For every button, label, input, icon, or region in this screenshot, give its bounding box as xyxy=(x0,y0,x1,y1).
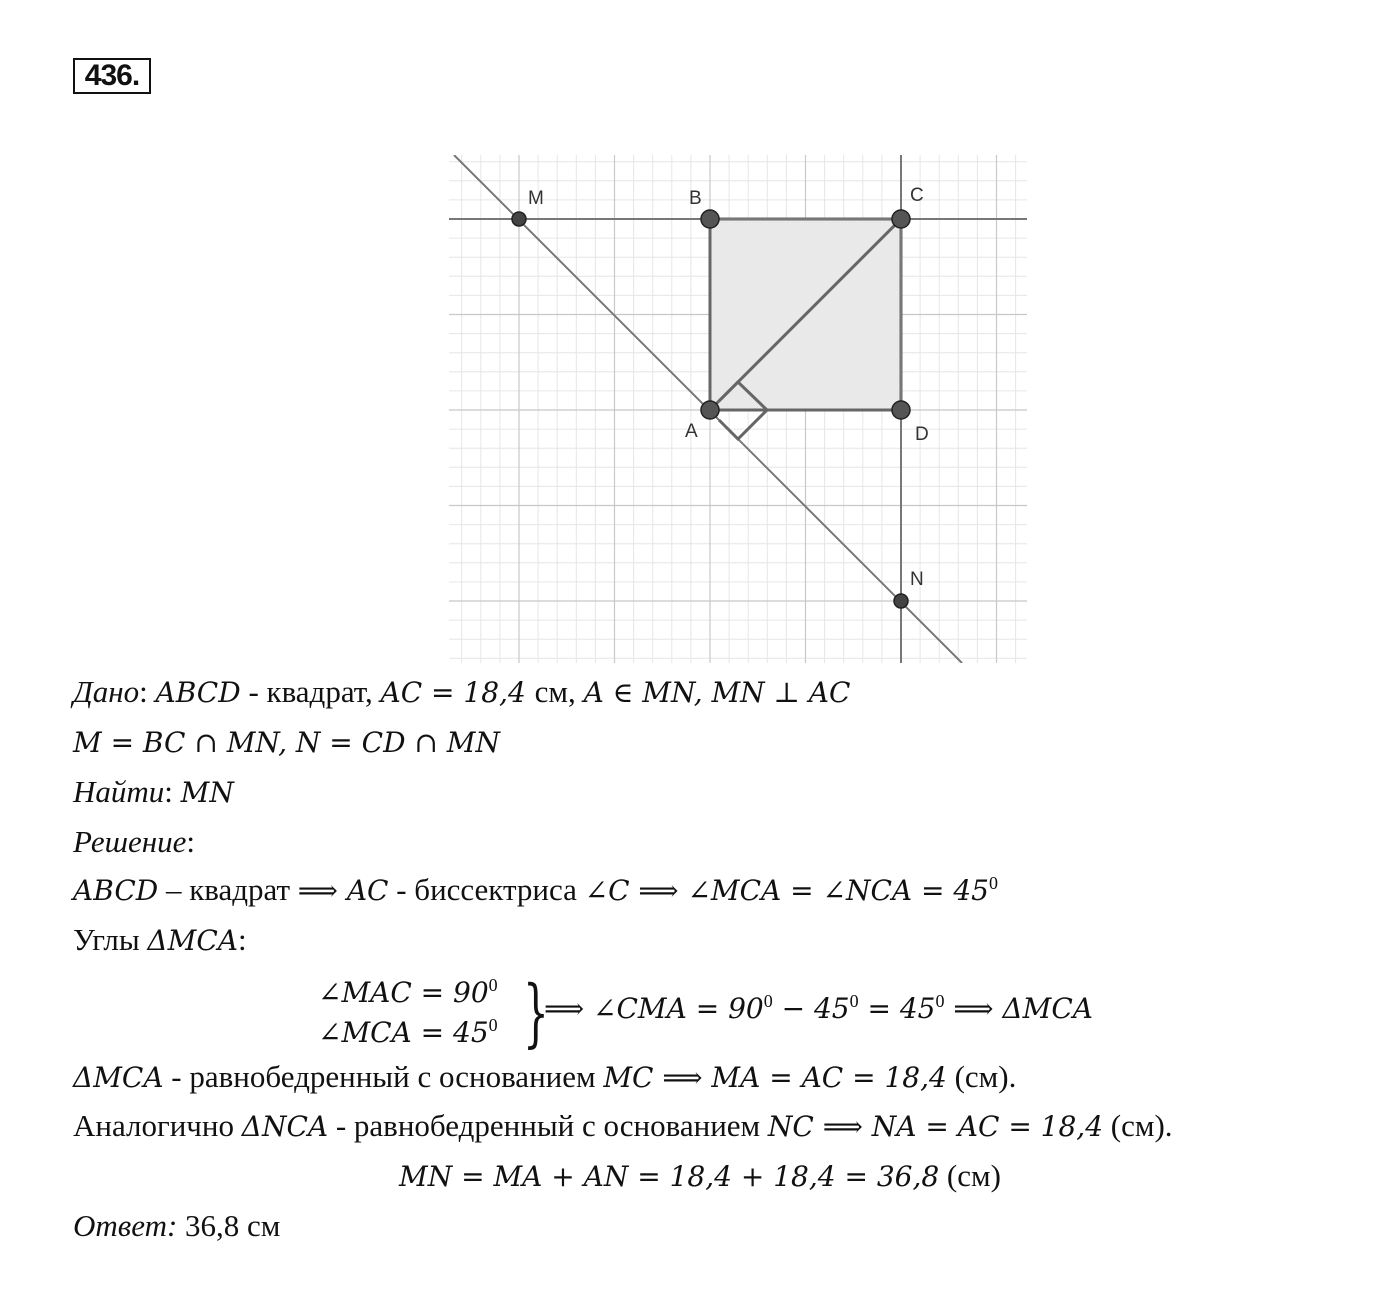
system-mac: ∠MAC = 90 xyxy=(318,976,489,1009)
iso1-math: MC ⟹ MA = AC = 18,4 xyxy=(603,1061,947,1094)
answer-value: 36,8 см xyxy=(177,1208,281,1243)
system-mca: ∠MCA = 45 xyxy=(318,1016,489,1049)
isosceles-line-2 xyxy=(73,1106,1173,1147)
step1-square: ABCD xyxy=(73,874,159,907)
iso2-text: - равнобедренный с основанием xyxy=(328,1108,768,1143)
system-conclusion xyxy=(544,988,1093,1029)
iso2-triangle: ΔNCA xyxy=(241,1110,329,1143)
degree-sup: 0 xyxy=(488,1015,498,1035)
given-text: - квадрат, xyxy=(240,674,381,709)
degree-sup: 0 xyxy=(849,991,859,1011)
step1-ac: ⟹ AC xyxy=(297,874,389,907)
iso2-unit: (см). xyxy=(1103,1108,1173,1143)
geometry-figure xyxy=(449,155,1029,663)
step1-angles: ∠C ⟹ ∠MCA = ∠NCA = 45 xyxy=(584,874,989,907)
angles-label: Углы xyxy=(73,922,148,957)
conclusion-d: ⟹ ΔMCA xyxy=(944,992,1093,1025)
conclusion-b: − 45 xyxy=(772,992,850,1025)
conclusion-a: ⟹ ∠CMA = 90 xyxy=(544,992,764,1025)
given-label: Дано xyxy=(73,674,140,709)
given-line-2 xyxy=(73,722,500,763)
given-intersections: M = BC ∩ MN, N = CD ∩ MN xyxy=(73,726,500,759)
solution-heading: Решение: xyxy=(73,824,195,859)
step1-text: – квадрат xyxy=(158,872,298,907)
iso1-text: - равнобедренный с основанием xyxy=(163,1059,604,1094)
angle-system xyxy=(318,972,1218,1056)
isosceles-line-1 xyxy=(73,1057,1016,1098)
point-n xyxy=(894,594,908,608)
step-1 xyxy=(73,870,998,911)
find-label: Найти xyxy=(73,774,165,809)
given-unit: см, xyxy=(534,674,584,709)
result-math: MN = MA + AN = 18,4 + 18,4 = 36,8 xyxy=(399,1160,940,1193)
iso1-unit: (см). xyxy=(946,1059,1017,1094)
label-c: C xyxy=(910,185,924,206)
solution-label: Решение xyxy=(73,824,187,859)
point-b xyxy=(701,210,719,228)
iso2-math: NC ⟹ NA = AC = 18,4 xyxy=(767,1110,1104,1143)
label-b: B xyxy=(689,188,702,209)
problem-number: 436. xyxy=(73,58,151,94)
label-n: N xyxy=(910,569,924,590)
point-m xyxy=(512,212,526,226)
degree-sup: 0 xyxy=(935,991,945,1011)
system-row-1 xyxy=(318,972,498,1013)
result-line xyxy=(0,1156,1400,1197)
angles-line: Углы ΔMCA: xyxy=(73,922,247,957)
given-line-1: Дано: ABCD - квадрат, AC = 18,4 см, A ∈ MN, MN ⊥ AC xyxy=(73,674,851,709)
label-d: D xyxy=(915,424,929,445)
given-square: ABCD xyxy=(155,676,241,709)
iso1-triangle: ΔMCA xyxy=(73,1061,164,1094)
degree-sup: 0 xyxy=(763,991,773,1011)
step1-bisector: - биссектриса xyxy=(388,872,585,907)
degree-sup: 0 xyxy=(488,975,498,995)
find-line: Найти: MN xyxy=(73,774,234,809)
point-a xyxy=(701,401,719,419)
iso2-similar: Аналогично xyxy=(73,1108,242,1143)
system-row-2 xyxy=(318,1012,498,1053)
degree-sup: 0 xyxy=(989,873,998,893)
label-m: M xyxy=(528,188,544,209)
point-c xyxy=(892,210,910,228)
answer-label: Ответ: xyxy=(73,1208,178,1243)
label-a: A xyxy=(685,421,698,442)
result-unit: (см) xyxy=(939,1158,1001,1193)
find-value: MN xyxy=(180,776,234,809)
answer-line xyxy=(73,1206,280,1246)
conclusion-c: = 45 xyxy=(858,992,936,1025)
right-brace: } xyxy=(523,970,549,1056)
given-ac: AC = 18,4 xyxy=(380,676,535,709)
angles-triangle: ΔMCA xyxy=(147,924,238,957)
point-d xyxy=(892,401,910,419)
given-condition: A ∈ MN, MN ⊥ AC xyxy=(583,676,851,709)
